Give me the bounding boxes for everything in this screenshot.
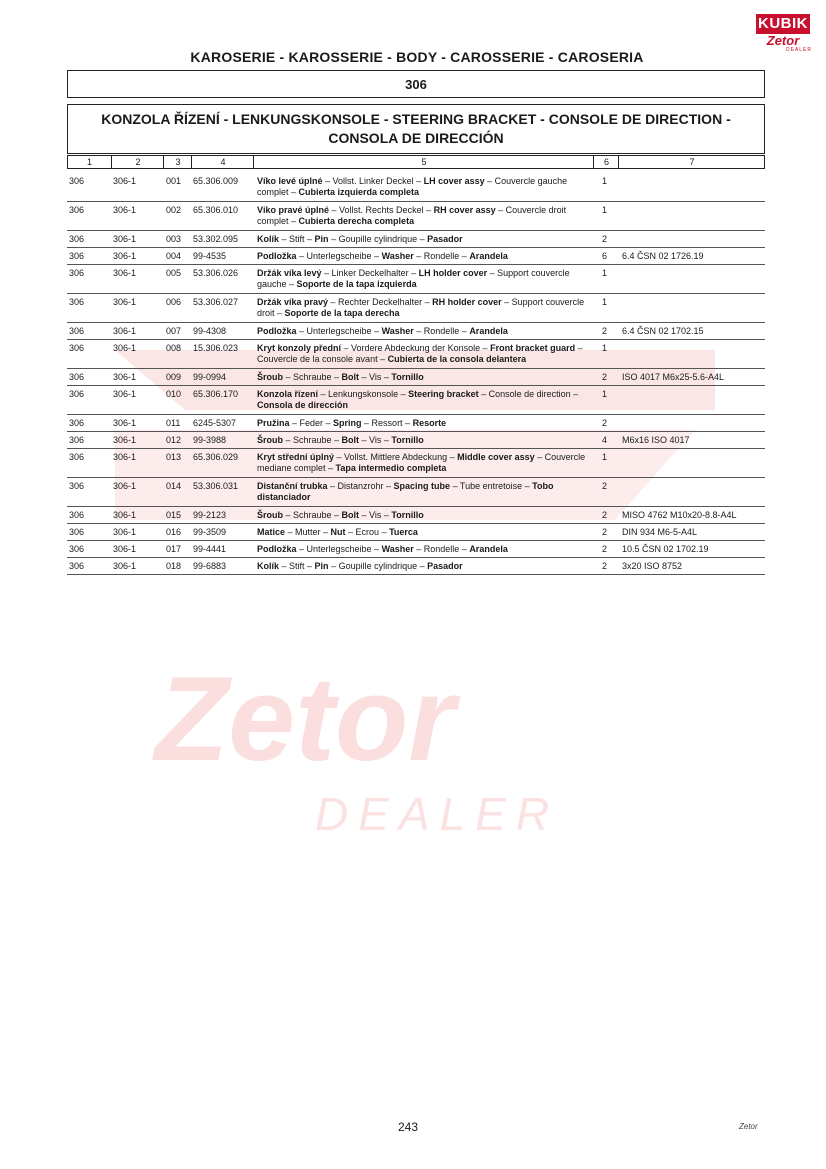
description-desc2: – Tube entretoise – xyxy=(450,481,533,491)
cell-part-number: 53.306.027 xyxy=(193,297,239,307)
description-bold3: Cubierta derecha completa xyxy=(298,216,415,226)
description-desc2: – Couvercle de la console avant – xyxy=(257,343,583,364)
page-number: 243 xyxy=(398,1120,419,1134)
description-bold: Držák víka levý xyxy=(257,268,322,278)
description-bold2: LH holder cover xyxy=(418,268,488,278)
cell-part-number: 99-6883 xyxy=(193,561,227,571)
table-row xyxy=(67,524,765,541)
logo-dealer: DEALER xyxy=(786,47,813,53)
cell-quantity: 6 xyxy=(602,251,608,261)
page-header-title: KAROSERIE - KAROSSERIE - BODY - CAROSSERIE - CAROSERIA xyxy=(190,49,644,65)
description-desc: – Stift – xyxy=(279,234,315,244)
table-row xyxy=(67,541,765,558)
description-bold: Pružina xyxy=(257,418,290,428)
table-row xyxy=(67,386,765,415)
description-bold: Kryt střední úplný xyxy=(257,452,335,462)
cell-figure: 306-1 xyxy=(113,418,137,428)
description-bold: Kryt konzoly přední xyxy=(257,343,342,353)
description-bold2: Washer xyxy=(381,251,414,261)
cell-part-number: 99-3988 xyxy=(193,435,227,445)
description-bold2: Pin xyxy=(314,234,329,244)
table-row xyxy=(67,265,765,294)
cell-position: 018 xyxy=(166,561,182,571)
cell-part-number: 53.306.026 xyxy=(193,268,239,278)
description-desc2: – Rondelle – xyxy=(413,326,470,336)
cell-quantity: 2 xyxy=(602,372,608,382)
description-bold3: Cubierta izquierda completa xyxy=(298,187,420,197)
description-bold3: Arandela xyxy=(469,544,508,554)
cell-description xyxy=(257,297,593,319)
table-row xyxy=(67,558,765,575)
description-bold: Kolík xyxy=(257,234,280,244)
cell-part-number: 15.306.023 xyxy=(193,343,239,353)
cell-position: 003 xyxy=(166,234,182,244)
description-desc: – Distanzrohr – xyxy=(327,481,394,491)
cell-position: 011 xyxy=(166,418,181,428)
description-desc: – Linker Deckelhalter – xyxy=(321,268,419,278)
description-bold: Víko pravé úplné xyxy=(257,205,330,215)
cell-note: M6x16 ISO 4017 xyxy=(622,435,690,445)
description-desc2: – Ressort – xyxy=(361,418,413,428)
description-bold2: LH cover assy xyxy=(423,176,485,186)
description-bold2: Bolt xyxy=(341,510,360,520)
table-row xyxy=(67,202,765,231)
cell-section: 306 xyxy=(69,527,85,537)
column-header xyxy=(67,155,765,169)
cell-description xyxy=(257,544,593,555)
cell-description xyxy=(257,326,593,337)
description-bold3: Pasador xyxy=(427,234,463,244)
col-header-5: 5 xyxy=(253,156,594,168)
table-row xyxy=(67,415,765,432)
cell-section: 306 xyxy=(69,435,85,445)
description-bold: Matice xyxy=(257,527,286,537)
cell-note: ISO 4017 M6x25-5.6-A4L xyxy=(622,372,725,382)
table-row xyxy=(67,478,765,507)
cell-position: 002 xyxy=(166,205,182,215)
description-bold: Šroub xyxy=(257,435,283,445)
description-bold3: Arandela xyxy=(469,251,508,261)
description-desc: – Schraube – xyxy=(283,510,342,520)
description-desc2: – Support couvercle gauche – xyxy=(257,268,570,289)
cell-part-number: 65.306.010 xyxy=(193,205,239,215)
cell-note: 3x20 ISO 8752 xyxy=(622,561,683,571)
description-bold: Šroub xyxy=(257,510,283,520)
cell-quantity: 2 xyxy=(602,544,608,554)
cell-position: 001 xyxy=(166,176,182,186)
description-bold: Šroub xyxy=(257,372,283,382)
cell-position: 004 xyxy=(166,251,182,261)
description-desc2: – Ecrou – xyxy=(345,527,390,537)
cell-part-number: 99-4535 xyxy=(193,251,227,261)
cell-section: 306 xyxy=(69,326,85,336)
cell-position: 007 xyxy=(166,326,182,336)
cell-figure: 306-1 xyxy=(113,234,137,244)
cell-position: 012 xyxy=(166,435,182,445)
description-desc2: – Console de direction – xyxy=(478,389,579,399)
description-desc2: – Rondelle – xyxy=(413,251,470,261)
cell-section: 306 xyxy=(69,251,85,261)
cell-figure: 306-1 xyxy=(113,297,137,307)
cell-part-number: 99-4308 xyxy=(193,326,227,336)
cell-section: 306 xyxy=(69,389,85,399)
logo-zetor: Zetor xyxy=(766,33,800,48)
description-bold2: RH cover assy xyxy=(433,205,496,215)
description-desc2: – Support couvercle droit – xyxy=(257,297,585,318)
cell-description xyxy=(257,418,593,429)
cell-quantity: 4 xyxy=(602,435,608,445)
svg-text:DEALER: DEALER xyxy=(315,788,560,840)
cell-figure: 306-1 xyxy=(113,326,137,336)
description-bold3: Consola de dirección xyxy=(257,400,349,410)
cell-figure: 306-1 xyxy=(113,481,137,491)
description-bold: Držák víka pravý xyxy=(257,297,329,307)
description-desc2: – Rondelle – xyxy=(413,544,470,554)
description-desc: – Vordere Abdeckung der Konsole – xyxy=(341,343,491,353)
cell-section: 306 xyxy=(69,268,85,278)
cell-figure: 306-1 xyxy=(113,176,137,186)
col-header-4: 4 xyxy=(191,156,254,168)
cell-description xyxy=(257,205,593,227)
description-desc: – Lenkungskonsole – xyxy=(318,389,409,399)
description-bold: Víko levé úplné xyxy=(257,176,323,186)
cell-part-number: 99-0994 xyxy=(193,372,227,382)
cell-figure: 306-1 xyxy=(113,452,137,462)
cell-section: 306 xyxy=(69,297,85,307)
description-desc2: – Vis – xyxy=(359,435,392,445)
description-desc: – Mutter – xyxy=(285,527,331,537)
cell-quantity: 1 xyxy=(602,343,608,353)
description-bold2: Washer xyxy=(381,544,414,554)
description-bold3: Tornillo xyxy=(391,372,424,382)
description-desc: – Vollst. Linker Deckel – xyxy=(322,176,424,186)
cell-quantity: 2 xyxy=(602,527,608,537)
table-row xyxy=(67,248,765,265)
cell-figure: 306-1 xyxy=(113,268,137,278)
cell-quantity: 1 xyxy=(602,297,608,307)
cell-section: 306 xyxy=(69,544,85,554)
cell-figure: 306-1 xyxy=(113,205,137,215)
cell-part-number: 65.306.029 xyxy=(193,452,239,462)
description-bold2: Washer xyxy=(381,326,414,336)
description-bold3: Tuerca xyxy=(389,527,418,537)
cell-quantity: 1 xyxy=(602,176,608,186)
description-desc2: – Goupille cylindrique – xyxy=(328,234,428,244)
description-desc2: – Couvercle mediane complet – xyxy=(257,452,586,473)
cell-description xyxy=(257,251,593,262)
cell-quantity: 1 xyxy=(602,452,608,462)
footer-zetor-logo: Zetor xyxy=(739,1122,758,1131)
description-bold3: Tornillo xyxy=(391,510,424,520)
cell-part-number: 99-3509 xyxy=(193,527,227,537)
cell-quantity: 2 xyxy=(602,234,608,244)
cell-description xyxy=(257,176,593,198)
kubik-zetor-logo xyxy=(756,14,813,54)
cell-figure: 306-1 xyxy=(113,251,137,261)
table-row xyxy=(67,507,765,524)
description-bold3: Soporte de la tapa izquierda xyxy=(296,279,417,289)
table-row xyxy=(67,294,765,323)
cell-part-number: 6245-5307 xyxy=(193,418,237,428)
table-row xyxy=(67,432,765,449)
cell-figure: 306-1 xyxy=(113,510,137,520)
cell-description xyxy=(257,343,593,365)
description-bold3: Arandela xyxy=(469,326,508,336)
col-header-1: 1 xyxy=(86,157,92,167)
table-row xyxy=(67,231,765,248)
description-bold2: Nut xyxy=(330,527,346,537)
cell-section: 306 xyxy=(69,372,85,382)
description-bold: Distanční trubka xyxy=(257,481,328,491)
description-bold2: Pin xyxy=(314,561,329,571)
cell-figure: 306-1 xyxy=(113,372,137,382)
description-bold2: Bolt xyxy=(341,435,360,445)
description-bold: Konzola řízení xyxy=(257,389,319,399)
description-bold2: Front bracket guard xyxy=(490,343,576,353)
cell-position: 009 xyxy=(166,372,182,382)
cell-description xyxy=(257,527,593,538)
cell-position: 008 xyxy=(166,343,182,353)
cell-description xyxy=(257,561,593,572)
table-row xyxy=(67,323,765,340)
col-header-6: 6 xyxy=(593,156,619,168)
cell-position: 017 xyxy=(166,544,182,554)
table-row xyxy=(67,369,765,386)
cell-section: 306 xyxy=(69,205,85,215)
cell-position: 006 xyxy=(166,297,182,307)
cell-figure: 306-1 xyxy=(113,527,137,537)
cell-part-number: 99-2123 xyxy=(193,510,227,520)
description-bold: Kolík xyxy=(257,561,280,571)
cell-section: 306 xyxy=(69,418,85,428)
cell-position: 005 xyxy=(166,268,182,278)
description-bold3: Cubierta de la consola delantera xyxy=(387,354,527,364)
description-desc2: – Goupille cylindrique – xyxy=(328,561,428,571)
cell-description xyxy=(257,435,593,446)
cell-note: MISO 4762 M10x20-8.8-A4L xyxy=(622,510,737,520)
cell-quantity: 2 xyxy=(602,481,608,491)
col-header-7: 7 xyxy=(618,156,765,168)
section-title-line1: KONZOLA ŘÍZENÍ - LENKUNGSKONSOLE - STEERING BRACKET - CONSOLE DE DIRECTION - xyxy=(101,111,731,127)
cell-figure: 306-1 xyxy=(113,561,137,571)
cell-section: 306 xyxy=(69,510,85,520)
col-header-2: 2 xyxy=(111,156,164,168)
cell-position: 014 xyxy=(166,481,182,491)
cell-note: DIN 934 M6-5-A4L xyxy=(622,527,698,537)
cell-figure: 306-1 xyxy=(113,389,137,399)
cell-description xyxy=(257,389,593,411)
cell-quantity: 1 xyxy=(602,268,608,278)
cell-part-number: 99-4441 xyxy=(193,544,227,554)
col-header-3: 3 xyxy=(163,156,192,168)
description-desc2: – Vis – xyxy=(359,510,392,520)
cell-quantity: 2 xyxy=(602,326,608,336)
description-desc: – Schraube – xyxy=(283,372,342,382)
description-bold: Podložka xyxy=(257,251,297,261)
description-bold3: Soporte de la tapa derecha xyxy=(284,308,400,318)
cell-section: 306 xyxy=(69,343,85,353)
description-desc: – Vollst. Rechts Deckel – xyxy=(329,205,434,215)
logo-kubik: KUBIK xyxy=(758,15,808,32)
cell-section: 306 xyxy=(69,561,85,571)
cell-part-number: 65.306.170 xyxy=(193,389,239,399)
cell-description xyxy=(257,481,593,503)
cell-description xyxy=(257,372,593,383)
description-bold: Podložka xyxy=(257,544,297,554)
table-row xyxy=(67,340,765,369)
cell-figure: 306-1 xyxy=(113,435,137,445)
cell-note: 6.4 ČSN 02 1726.19 xyxy=(622,251,704,261)
table-row xyxy=(67,449,765,478)
cell-quantity: 1 xyxy=(602,205,608,215)
cell-figure: 306-1 xyxy=(113,544,137,554)
description-bold3: Tapa intermedio completa xyxy=(335,463,447,473)
description-desc: – Schraube – xyxy=(283,435,342,445)
section-title xyxy=(67,104,765,154)
cell-description xyxy=(257,452,593,474)
cell-description xyxy=(257,510,593,521)
cell-part-number: 53.302.095 xyxy=(193,234,239,244)
description-bold2: Middle cover assy xyxy=(457,452,535,462)
description-bold: Podložka xyxy=(257,326,297,336)
group-number: 306 xyxy=(67,70,765,98)
description-bold3: Tornillo xyxy=(391,435,424,445)
cell-quantity: 2 xyxy=(602,561,608,571)
description-bold3: Tobo distanciador xyxy=(257,481,554,502)
cell-description xyxy=(257,234,593,245)
description-bold2: Spacing tube xyxy=(393,481,451,491)
description-desc2: – Couvercle droit complet – xyxy=(257,205,567,226)
description-bold2: Steering bracket xyxy=(408,389,479,399)
cell-figure: 306-1 xyxy=(113,343,137,353)
cell-note: 6.4 ČSN 02 1702.15 xyxy=(622,326,704,336)
description-bold2: RH holder cover xyxy=(432,297,502,307)
cell-section: 306 xyxy=(69,176,85,186)
section-title-line2: CONSOLA DE DIRECCIÓN xyxy=(328,130,504,146)
description-desc: – Rechter Deckelhalter – xyxy=(328,297,433,307)
table-row xyxy=(67,173,765,202)
cell-description xyxy=(257,268,593,290)
description-desc: – Vollst. Mittlere Abdeckung – xyxy=(334,452,458,462)
description-desc: – Stift – xyxy=(279,561,315,571)
cell-section: 306 xyxy=(69,481,85,491)
cell-quantity: 2 xyxy=(602,510,608,520)
cell-position: 015 xyxy=(166,510,182,520)
cell-position: 016 xyxy=(166,527,182,537)
cell-position: 013 xyxy=(166,452,182,462)
description-desc: – Feder – xyxy=(289,418,334,428)
description-bold2: Bolt xyxy=(341,372,360,382)
description-bold2: Spring xyxy=(333,418,362,428)
description-desc: – Unterlegscheibe – xyxy=(296,544,382,554)
cell-quantity: 1 xyxy=(602,389,608,399)
cell-section: 306 xyxy=(69,452,85,462)
description-desc: – Unterlegscheibe – xyxy=(296,251,382,261)
cell-section: 306 xyxy=(69,234,85,244)
description-bold3: Pasador xyxy=(427,561,463,571)
cell-note: 10.5 ČSN 02 1702.19 xyxy=(622,544,709,554)
cell-quantity: 2 xyxy=(602,418,608,428)
svg-text:Zetor: Zetor xyxy=(155,652,455,786)
description-desc: – Unterlegscheibe – xyxy=(296,326,382,336)
description-desc2: – Couvercle gauche complet – xyxy=(257,176,568,197)
cell-position: 010 xyxy=(166,389,182,399)
description-bold3: Resorte xyxy=(412,418,447,428)
description-desc2: – Vis – xyxy=(359,372,392,382)
parts-table xyxy=(67,173,765,575)
cell-part-number: 53.306.031 xyxy=(193,481,239,491)
cell-part-number: 65.306.009 xyxy=(193,176,239,186)
